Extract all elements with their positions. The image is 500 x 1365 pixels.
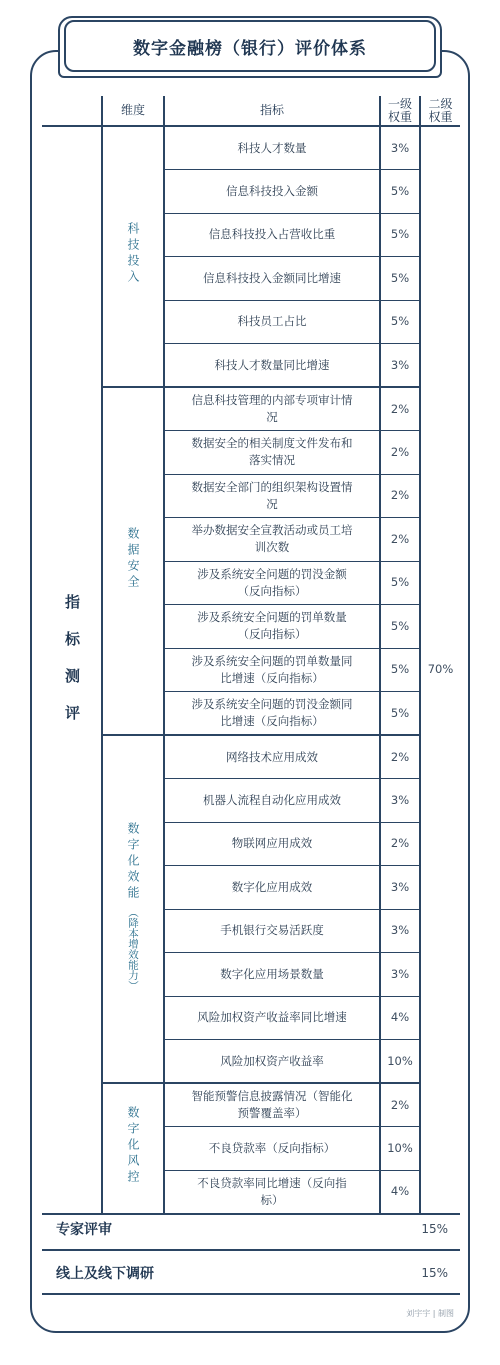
weight2-cell: 70% bbox=[420, 126, 460, 1214]
extra-label: 专家评审 bbox=[56, 1222, 112, 1238]
indicator-cell: 涉及系统安全问题的罚单数量同比增速（反向指标） bbox=[164, 648, 380, 692]
table-row bbox=[42, 126, 460, 170]
credit-text: 刘宇宇 | 制图 bbox=[406, 1309, 454, 1318]
indicator-cell: 信息科技管理的内部专项审计情况 bbox=[164, 387, 380, 431]
page-title: 数字金融榜（银行）评价体系 bbox=[133, 38, 367, 59]
header-spacer bbox=[42, 96, 102, 126]
header-indicator: 指标 bbox=[164, 96, 380, 126]
indicator-cell: 涉及系统安全问题的罚没金额同比增速（反向指标） bbox=[164, 692, 380, 736]
weight1-cell: 2% bbox=[380, 474, 420, 518]
indicator-cell: 科技人才数量同比增速 bbox=[164, 344, 380, 388]
dimension-cell bbox=[102, 387, 164, 735]
extra-weight: 15% bbox=[421, 1222, 448, 1236]
indicator-cell: 信息科技投入占营收比重 bbox=[164, 213, 380, 257]
category-label: 指标测评 bbox=[63, 593, 81, 742]
indicator-cell: 数据安全部门的组织架构设置情况 bbox=[164, 474, 380, 518]
table-row bbox=[42, 1083, 460, 1127]
weight1-cell: 2% bbox=[380, 1083, 420, 1127]
weight1-cell: 5% bbox=[380, 561, 420, 605]
indicator-cell: 不良贷款率（反向指标） bbox=[164, 1127, 380, 1171]
indicator-cell: 数字化应用场景数量 bbox=[164, 953, 380, 997]
table-row bbox=[42, 387, 460, 431]
indicator-cell: 物联网应用成效 bbox=[164, 822, 380, 866]
evaluation-table bbox=[42, 96, 460, 1215]
weight1-cell: 2% bbox=[380, 518, 420, 562]
weight1-cell: 3% bbox=[380, 953, 420, 997]
dimension-label: 数字化风控 bbox=[126, 1105, 140, 1186]
dimension-label: 科技投入 bbox=[126, 222, 140, 286]
indicator-cell: 数字化应用成效 bbox=[164, 866, 380, 910]
indicator-cell: 智能预警信息披露情况（智能化预警覆盖率） bbox=[164, 1083, 380, 1127]
indicator-cell: 风险加权资产收益率同比增速 bbox=[164, 996, 380, 1040]
header-weight1 bbox=[380, 96, 420, 126]
header-weight2-text: 二级权重 bbox=[428, 96, 453, 124]
table-row bbox=[42, 735, 460, 779]
indicator-cell: 涉及系统安全问题的罚单数量（反向指标） bbox=[164, 605, 380, 649]
dimension-cell bbox=[102, 126, 164, 387]
title-box bbox=[64, 20, 436, 72]
weight1-cell: 5% bbox=[380, 648, 420, 692]
weight1-cell: 3% bbox=[380, 344, 420, 388]
indicator-cell: 不良贷款率同比增速（反向指标） bbox=[164, 1170, 380, 1214]
weight1-cell: 5% bbox=[380, 605, 420, 649]
weight1-cell: 5% bbox=[380, 692, 420, 736]
header-weight1-text: 一级权重 bbox=[387, 96, 412, 124]
weight1-cell: 2% bbox=[380, 431, 420, 475]
weight1-cell: 5% bbox=[380, 213, 420, 257]
indicator-cell: 信息科技投入金额 bbox=[164, 170, 380, 214]
dimension-label: 数字化效能 bbox=[126, 822, 140, 902]
indicator-cell: 举办数据安全宣教活动或员工培训次数 bbox=[164, 518, 380, 562]
weight1-cell: 3% bbox=[380, 126, 420, 170]
weight1-cell: 3% bbox=[380, 909, 420, 953]
weight1-cell: 10% bbox=[380, 1127, 420, 1171]
weight1-cell: 4% bbox=[380, 996, 420, 1040]
indicator-cell: 网络技术应用成效 bbox=[164, 735, 380, 779]
weight1-cell: 5% bbox=[380, 300, 420, 344]
weight1-cell: 2% bbox=[380, 735, 420, 779]
dimension-label: 数据安全 bbox=[126, 526, 140, 591]
indicator-cell: 机器人流程自动化应用成效 bbox=[164, 779, 380, 823]
indicator-cell: 科技员工占比 bbox=[164, 300, 380, 344]
weight1-cell: 4% bbox=[380, 1170, 420, 1214]
extra-row-expert bbox=[42, 1209, 460, 1251]
table-header-row bbox=[42, 96, 460, 126]
header-weight2 bbox=[420, 96, 460, 126]
header-dimension: 维度 bbox=[102, 96, 164, 126]
weight1-cell: 3% bbox=[380, 866, 420, 910]
indicator-cell: 涉及系统安全问题的罚没金额（反向指标） bbox=[164, 561, 380, 605]
indicator-cell: 科技人才数量 bbox=[164, 126, 380, 170]
extra-weight: 15% bbox=[421, 1266, 448, 1280]
indicator-cell: 信息科技投入金额同比增速 bbox=[164, 257, 380, 301]
dimension-note: （降本增效能力） bbox=[127, 907, 139, 991]
indicator-cell: 手机银行交易活跃度 bbox=[164, 909, 380, 953]
weight1-cell: 2% bbox=[380, 822, 420, 866]
weight1-cell: 3% bbox=[380, 779, 420, 823]
weight1-cell: 5% bbox=[380, 170, 420, 214]
extra-label: 线上及线下调研 bbox=[56, 1266, 154, 1282]
indicator-cell: 数据安全的相关制度文件发布和落实情况 bbox=[164, 431, 380, 475]
dimension-cell bbox=[102, 1083, 164, 1214]
extra-row-survey bbox=[42, 1253, 460, 1295]
indicator-cell: 风险加权资产收益率 bbox=[164, 1040, 380, 1084]
weight1-cell: 2% bbox=[380, 387, 420, 431]
weight1-cell: 10% bbox=[380, 1040, 420, 1084]
dimension-cell bbox=[102, 735, 164, 1083]
category-cell bbox=[42, 126, 102, 1214]
weight1-cell: 5% bbox=[380, 257, 420, 301]
